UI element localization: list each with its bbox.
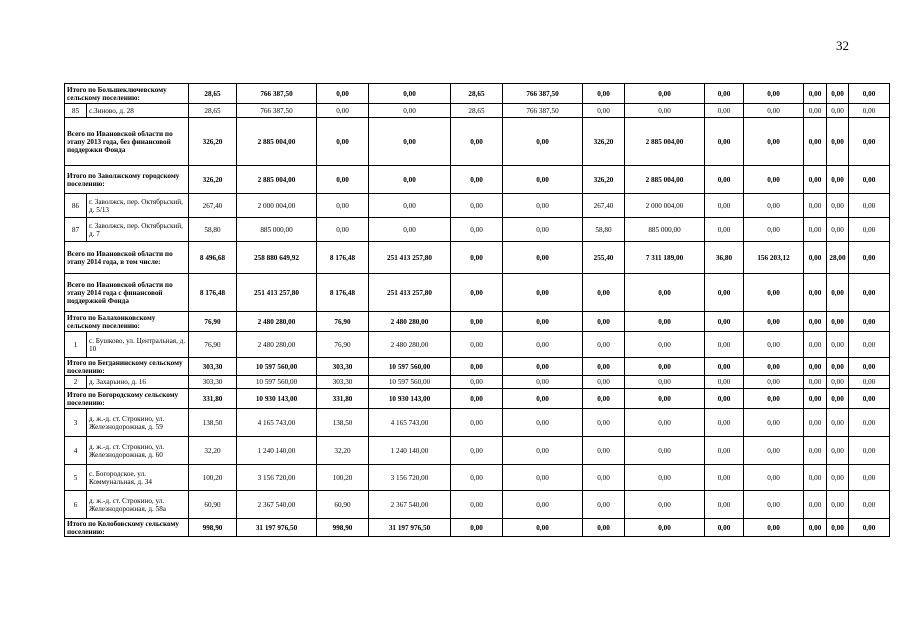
value-cell: 326,20 — [583, 166, 625, 194]
value-cell: 0,00 — [804, 312, 827, 332]
value-cell: 998,90 — [317, 519, 369, 537]
value-cell: 0,00 — [849, 104, 890, 118]
address-cell: д. ж.-д. ст. Строкино, ул. Железнодорожная, д. 60 — [87, 437, 189, 465]
value-cell: 0,00 — [503, 465, 583, 491]
row-number-cell: 1 — [65, 332, 87, 358]
subtotal-row — [65, 118, 890, 166]
value-cell: 0,00 — [804, 218, 827, 242]
value-cell: 0,00 — [369, 218, 451, 242]
value-cell: 0,00 — [317, 194, 369, 218]
value-cell: 0,00 — [451, 358, 503, 376]
value-cell: 0,00 — [804, 409, 827, 437]
value-cell: 0,00 — [849, 84, 890, 104]
value-cell: 0,00 — [317, 104, 369, 118]
row-number-cell: 3 — [65, 409, 87, 437]
value-cell: 0,00 — [625, 104, 705, 118]
table-row — [65, 104, 890, 118]
value-cell: 303,30 — [317, 376, 369, 389]
value-cell: 0,00 — [827, 194, 849, 218]
subtotal-row — [65, 242, 890, 274]
value-cell: 0,00 — [369, 194, 451, 218]
value-cell: 258 880 649,92 — [237, 242, 317, 274]
value-cell: 0,00 — [849, 519, 890, 537]
value-cell: 0,00 — [744, 358, 804, 376]
address-cell: с.Зиново, д. 28 — [87, 104, 189, 118]
value-cell: 76,90 — [189, 312, 237, 332]
value-cell: 0,00 — [503, 274, 583, 312]
value-cell: 0,00 — [705, 376, 744, 389]
value-cell: 766 387,50 — [237, 84, 317, 104]
value-cell: 10 930 143,00 — [237, 389, 317, 409]
value-cell: 303,30 — [189, 358, 237, 376]
value-cell: 251 413 257,80 — [369, 274, 451, 312]
value-cell: 0,00 — [369, 84, 451, 104]
value-cell: 0,00 — [744, 166, 804, 194]
value-cell: 0,00 — [583, 274, 625, 312]
value-cell: 28,65 — [189, 104, 237, 118]
value-cell: 0,00 — [705, 519, 744, 537]
row-number-cell: 4 — [65, 437, 87, 465]
value-cell: 0,00 — [451, 194, 503, 218]
value-cell: 0,00 — [804, 332, 827, 358]
value-cell: 100,20 — [317, 465, 369, 491]
value-cell: 0,00 — [503, 166, 583, 194]
value-cell: 0,00 — [625, 332, 705, 358]
value-cell: 326,20 — [189, 166, 237, 194]
subtotal-row — [65, 519, 890, 537]
value-cell: 326,20 — [583, 118, 625, 166]
value-cell: 0,00 — [744, 376, 804, 389]
value-cell: 58,80 — [189, 218, 237, 242]
value-cell: 0,00 — [451, 491, 503, 519]
subtotal-row — [65, 312, 890, 332]
value-cell: 0,00 — [369, 166, 451, 194]
value-cell: 0,00 — [849, 166, 890, 194]
value-cell: 0,00 — [804, 104, 827, 118]
value-cell: 766 387,50 — [503, 104, 583, 118]
subtotal-row — [65, 84, 890, 104]
value-cell: 0,00 — [827, 332, 849, 358]
value-cell: 8 176,48 — [317, 242, 369, 274]
row-name-cell: Всего по Ивановской области по этапу 2014 года с финансовой поддержкой Фонда — [65, 274, 189, 312]
value-cell: 0,00 — [317, 84, 369, 104]
value-cell: 0,00 — [625, 358, 705, 376]
value-cell: 0,00 — [503, 194, 583, 218]
value-cell: 0,00 — [744, 218, 804, 242]
value-cell: 0,00 — [451, 376, 503, 389]
value-cell: 0,00 — [625, 465, 705, 491]
value-cell: 2 885 004,00 — [625, 166, 705, 194]
value-cell: 76,90 — [189, 332, 237, 358]
row-name-cell: Итого по Большеключевскому сельскому поселению: — [65, 84, 189, 104]
value-cell: 0,00 — [744, 274, 804, 312]
value-cell: 0,00 — [369, 118, 451, 166]
value-cell: 0,00 — [451, 332, 503, 358]
value-cell: 0,00 — [804, 437, 827, 465]
value-cell: 0,00 — [503, 409, 583, 437]
value-cell: 0,00 — [503, 389, 583, 409]
value-cell: 0,00 — [503, 358, 583, 376]
value-cell: 0,00 — [804, 118, 827, 166]
value-cell: 0,00 — [583, 409, 625, 437]
value-cell: 0,00 — [705, 84, 744, 104]
value-cell: 0,00 — [827, 312, 849, 332]
value-cell: 0,00 — [827, 104, 849, 118]
value-cell: 0,00 — [583, 519, 625, 537]
address-cell: д. Захарьино, д. 16 — [87, 376, 189, 389]
value-cell: 10 930 143,00 — [369, 389, 451, 409]
value-cell: 303,30 — [189, 376, 237, 389]
value-cell: 100,20 — [189, 465, 237, 491]
value-cell: 0,00 — [317, 166, 369, 194]
value-cell: 0,00 — [451, 118, 503, 166]
value-cell: 0,00 — [705, 332, 744, 358]
value-cell: 0,00 — [503, 312, 583, 332]
value-cell: 0,00 — [827, 519, 849, 537]
value-cell: 0,00 — [705, 389, 744, 409]
value-cell: 0,00 — [849, 409, 890, 437]
row-name-cell: Итого по Богородскому сельскому поселению: — [65, 389, 189, 409]
value-cell: 0,00 — [744, 491, 804, 519]
value-cell: 0,00 — [849, 118, 890, 166]
subtotal-row — [65, 274, 890, 312]
subtotal-row — [65, 166, 890, 194]
value-cell: 0,00 — [744, 194, 804, 218]
value-cell: 10 597 560,00 — [369, 376, 451, 389]
row-name-cell: Итого по Бегданинскому сельскому поселению: — [65, 358, 189, 376]
value-cell: 0,00 — [804, 242, 827, 274]
value-cell: 0,00 — [827, 491, 849, 519]
value-cell: 0,00 — [705, 166, 744, 194]
value-cell: 0,00 — [705, 104, 744, 118]
value-cell: 2 367 540,00 — [369, 491, 451, 519]
value-cell: 0,00 — [705, 491, 744, 519]
value-cell: 4 165 743,00 — [369, 409, 451, 437]
value-cell: 0,00 — [503, 519, 583, 537]
value-cell: 331,80 — [317, 389, 369, 409]
value-cell: 0,00 — [503, 218, 583, 242]
value-cell: 0,00 — [625, 491, 705, 519]
value-cell: 331,80 — [189, 389, 237, 409]
value-cell: 0,00 — [705, 437, 744, 465]
value-cell: 8 496,68 — [189, 242, 237, 274]
value-cell: 255,40 — [583, 242, 625, 274]
value-cell: 0,00 — [583, 389, 625, 409]
value-cell: 31 197 976,50 — [369, 519, 451, 537]
value-cell: 251 413 257,80 — [369, 242, 451, 274]
value-cell: 0,00 — [451, 437, 503, 465]
address-cell: д. ж.-д. ст. Строкино, ул. Железнодорожная, д. 58а — [87, 491, 189, 519]
value-cell: 0,00 — [827, 437, 849, 465]
table-row — [65, 409, 890, 437]
subtotal-row — [65, 358, 890, 376]
value-cell: 0,00 — [503, 242, 583, 274]
subtotal-row — [65, 389, 890, 409]
value-cell: 10 597 560,00 — [369, 358, 451, 376]
value-cell: 0,00 — [625, 389, 705, 409]
value-cell: 32,20 — [189, 437, 237, 465]
value-cell: 0,00 — [451, 274, 503, 312]
value-cell: 76,90 — [317, 312, 369, 332]
value-cell: 0,00 — [744, 519, 804, 537]
table-row — [65, 437, 890, 465]
value-cell: 0,00 — [744, 409, 804, 437]
value-cell: 2 885 004,00 — [625, 118, 705, 166]
value-cell: 0,00 — [451, 465, 503, 491]
address-cell: с. Богородское, ул. Коммунальная, д. 34 — [87, 465, 189, 491]
value-cell: 0,00 — [583, 437, 625, 465]
row-number-cell: 87 — [65, 218, 87, 242]
value-cell: 0,00 — [744, 104, 804, 118]
value-cell: 0,00 — [705, 312, 744, 332]
value-cell: 766 387,50 — [237, 104, 317, 118]
value-cell: 0,00 — [827, 166, 849, 194]
value-cell: 60,90 — [317, 491, 369, 519]
value-cell: 2 480 280,00 — [369, 312, 451, 332]
value-cell: 4 165 743,00 — [237, 409, 317, 437]
value-cell: 0,00 — [827, 218, 849, 242]
row-name-cell: Всего по Ивановской области по этапу 2014 года, в том числе: — [65, 242, 189, 274]
value-cell: 31 197 976,50 — [237, 519, 317, 537]
value-cell: 0,00 — [804, 166, 827, 194]
row-number-cell: 6 — [65, 491, 87, 519]
value-cell: 2 367 540,00 — [237, 491, 317, 519]
value-cell: 7 311 189,00 — [625, 242, 705, 274]
value-cell: 0,00 — [705, 218, 744, 242]
value-cell: 0,00 — [451, 218, 503, 242]
value-cell: 0,00 — [625, 312, 705, 332]
table-row — [65, 491, 890, 519]
value-cell: 885 000,00 — [237, 218, 317, 242]
value-cell: 0,00 — [744, 84, 804, 104]
value-cell: 0,00 — [744, 437, 804, 465]
value-cell: 3 156 720,00 — [237, 465, 317, 491]
value-cell: 60,90 — [189, 491, 237, 519]
value-cell: 58,80 — [583, 218, 625, 242]
row-name-cell: Итого по Заволжскому городскому поселению: — [65, 166, 189, 194]
row-number-cell: 85 — [65, 104, 87, 118]
value-cell: 0,00 — [705, 118, 744, 166]
value-cell: 0,00 — [849, 437, 890, 465]
value-cell: 0,00 — [849, 491, 890, 519]
address-cell: с. Бушково, ул. Центральная, д. 10 — [87, 332, 189, 358]
value-cell: 998,90 — [189, 519, 237, 537]
value-cell: 0,00 — [503, 118, 583, 166]
value-cell: 0,00 — [744, 465, 804, 491]
value-cell: 0,00 — [583, 358, 625, 376]
page-number: 32 — [836, 38, 849, 53]
value-cell: 10 597 560,00 — [237, 358, 317, 376]
value-cell: 0,00 — [744, 332, 804, 358]
value-cell: 0,00 — [625, 409, 705, 437]
value-cell: 0,00 — [827, 274, 849, 312]
value-cell: 1 240 140,00 — [369, 437, 451, 465]
value-cell: 0,00 — [827, 358, 849, 376]
value-cell: 766 387,50 — [503, 84, 583, 104]
value-cell: 0,00 — [827, 409, 849, 437]
value-cell: 10 597 560,00 — [237, 376, 317, 389]
value-cell: 0,00 — [369, 104, 451, 118]
value-cell: 0,00 — [804, 194, 827, 218]
value-cell: 0,00 — [451, 242, 503, 274]
table-row — [65, 332, 890, 358]
value-cell: 0,00 — [503, 491, 583, 519]
value-cell: 0,00 — [625, 274, 705, 312]
value-cell: 0,00 — [849, 274, 890, 312]
row-name-cell: Всего по Ивановской области по этапу 2013 года, без финансовой поддержки Фонда — [65, 118, 189, 166]
value-cell: 885 000,00 — [625, 218, 705, 242]
value-cell: 0,00 — [827, 84, 849, 104]
value-cell: 0,00 — [849, 218, 890, 242]
value-cell: 0,00 — [804, 519, 827, 537]
table-row — [65, 465, 890, 491]
value-cell: 0,00 — [705, 274, 744, 312]
value-cell: 0,00 — [625, 84, 705, 104]
value-cell: 267,40 — [583, 194, 625, 218]
value-cell: 0,00 — [804, 376, 827, 389]
value-cell: 0,00 — [827, 376, 849, 389]
value-cell: 0,00 — [503, 376, 583, 389]
value-cell: 0,00 — [625, 519, 705, 537]
value-cell: 0,00 — [705, 194, 744, 218]
value-cell: 36,80 — [705, 242, 744, 274]
table-row — [65, 218, 890, 242]
value-cell: 28,65 — [451, 84, 503, 104]
value-cell: 0,00 — [583, 84, 625, 104]
value-cell: 0,00 — [849, 242, 890, 274]
value-cell: 32,20 — [317, 437, 369, 465]
value-cell: 0,00 — [583, 312, 625, 332]
value-cell: 2 480 280,00 — [369, 332, 451, 358]
row-number-cell: 86 — [65, 194, 87, 218]
value-cell: 0,00 — [804, 491, 827, 519]
value-cell: 0,00 — [625, 437, 705, 465]
row-name-cell: Итого по Балахонковскому сельскому поселению: — [65, 312, 189, 332]
address-cell: г. Заволжск, пер. Октябрьский, д. 7 — [87, 218, 189, 242]
value-cell: 0,00 — [451, 312, 503, 332]
value-cell: 2 480 280,00 — [237, 332, 317, 358]
value-cell: 0,00 — [705, 409, 744, 437]
value-cell: 2 885 004,00 — [237, 118, 317, 166]
value-cell: 0,00 — [804, 84, 827, 104]
value-cell: 8 176,48 — [189, 274, 237, 312]
housing-program-table — [64, 83, 890, 537]
value-cell: 0,00 — [827, 465, 849, 491]
value-cell: 0,00 — [705, 465, 744, 491]
value-cell: 28,65 — [189, 84, 237, 104]
value-cell: 156 203,12 — [744, 242, 804, 274]
value-cell: 76,90 — [317, 332, 369, 358]
value-cell: 3 156 720,00 — [369, 465, 451, 491]
address-cell: г. Заволжск, пер. Октябрьский, д. 5/13 — [87, 194, 189, 218]
value-cell: 0,00 — [849, 465, 890, 491]
value-cell: 0,00 — [583, 465, 625, 491]
value-cell: 0,00 — [849, 389, 890, 409]
value-cell: 267,40 — [189, 194, 237, 218]
value-cell: 0,00 — [744, 389, 804, 409]
value-cell: 0,00 — [583, 376, 625, 389]
value-cell: 0,00 — [583, 104, 625, 118]
value-cell: 2 000 004,00 — [625, 194, 705, 218]
value-cell: 0,00 — [451, 409, 503, 437]
value-cell: 0,00 — [451, 389, 503, 409]
value-cell: 1 240 140,00 — [237, 437, 317, 465]
value-cell: 0,00 — [583, 332, 625, 358]
value-cell: 138,50 — [189, 409, 237, 437]
value-cell: 0,00 — [849, 194, 890, 218]
row-number-cell: 2 — [65, 376, 87, 389]
value-cell: 0,00 — [451, 519, 503, 537]
value-cell: 0,00 — [503, 332, 583, 358]
value-cell: 0,00 — [451, 166, 503, 194]
value-cell: 326,20 — [189, 118, 237, 166]
value-cell: 0,00 — [744, 312, 804, 332]
value-cell: 28,00 — [827, 242, 849, 274]
value-cell: 0,00 — [849, 376, 890, 389]
value-cell: 251 413 257,80 — [237, 274, 317, 312]
row-name-cell: Итого по Колобовскому сельскому поселению: — [65, 519, 189, 537]
table-row — [65, 194, 890, 218]
value-cell: 0,00 — [849, 312, 890, 332]
value-cell: 2 885 004,00 — [237, 166, 317, 194]
value-cell: 0,00 — [804, 465, 827, 491]
value-cell: 8 176,48 — [317, 274, 369, 312]
value-cell: 0,00 — [317, 218, 369, 242]
value-cell: 0,00 — [705, 358, 744, 376]
table-row — [65, 376, 890, 389]
value-cell: 0,00 — [849, 332, 890, 358]
value-cell: 0,00 — [804, 358, 827, 376]
value-cell: 2 480 280,00 — [237, 312, 317, 332]
value-cell: 0,00 — [804, 389, 827, 409]
value-cell: 0,00 — [849, 358, 890, 376]
address-cell: д. ж.-д. ст. Строкино, ул. Железнодорожная, д. 59 — [87, 409, 189, 437]
value-cell: 0,00 — [317, 118, 369, 166]
value-cell: 0,00 — [503, 437, 583, 465]
value-cell: 0,00 — [827, 389, 849, 409]
value-cell: 138,50 — [317, 409, 369, 437]
value-cell: 2 000 004,00 — [237, 194, 317, 218]
value-cell: 303,30 — [317, 358, 369, 376]
value-cell: 0,00 — [583, 491, 625, 519]
value-cell: 0,00 — [827, 118, 849, 166]
row-number-cell: 5 — [65, 465, 87, 491]
value-cell: 28,65 — [451, 104, 503, 118]
value-cell: 0,00 — [625, 376, 705, 389]
value-cell: 0,00 — [804, 274, 827, 312]
value-cell: 0,00 — [744, 118, 804, 166]
